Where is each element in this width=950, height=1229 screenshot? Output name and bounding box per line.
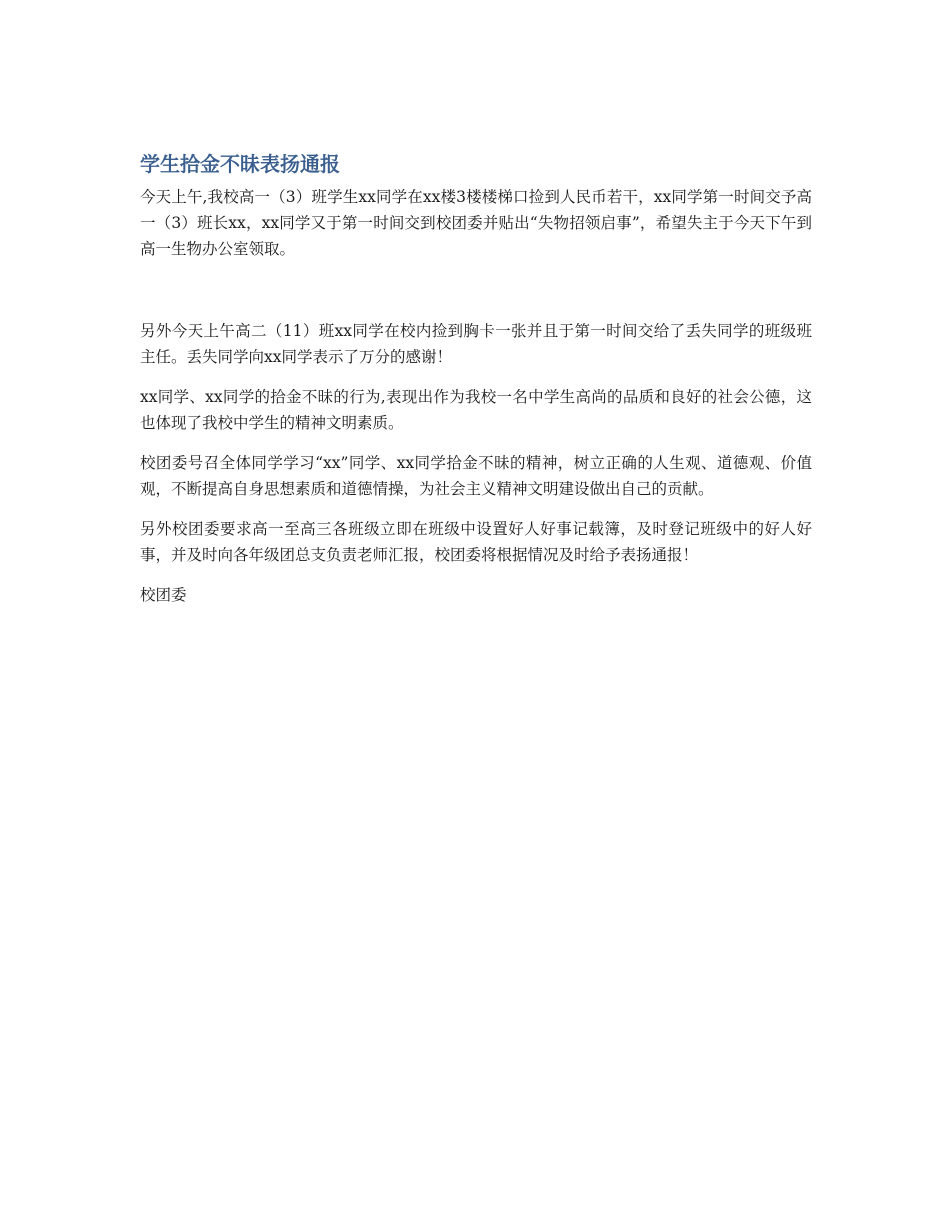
signature: 校团委 [140, 586, 187, 604]
document-body [140, 148, 812, 608]
document-title: 学生拾金不昧表扬通报 [140, 152, 340, 176]
paragraph-1: 今天上午,我校高一（3）班学生xx同学在xx楼3楼楼梯口捡到人民币若干，xx同学第一时间交予高一（3）班长xx，xx同学又于第一时间交到校团委并贴出“失物招领启事”，希望失主于今天下午到高一生物办公室领取。 [140, 188, 812, 258]
paragraph-4: 校团委号召全体同学学习“xx”同学、xx同学拾金不昧的精神，树立正确的人生观、道德观、价值观，不断提高自身思想素质和道德情操，为社会主义精神文明建设做出自己的贡献。 [140, 454, 812, 498]
paragraph-2: 另外今天上午高二（11）班xx同学在校内捡到胸卡一张并且于第一时间交给了丢失同学的班级班主任。丢失同学向xx同学表示了万分的感谢！ [140, 322, 812, 366]
paragraph-3: xx同学、xx同学的拾金不昧的行为,表现出作为我校一名中学生高尚的品质和良好的社会公德，这也体现了我校中学生的精神文明素质。 [140, 388, 812, 432]
paragraph-5: 另外校团委要求高一至高三各班级立即在班级中设置好人好事记载簿，及时登记班级中的好人好事，并及时向各年级团总支负责老师汇报，校团委将根据情况及时给予表扬通报！ [140, 520, 812, 564]
